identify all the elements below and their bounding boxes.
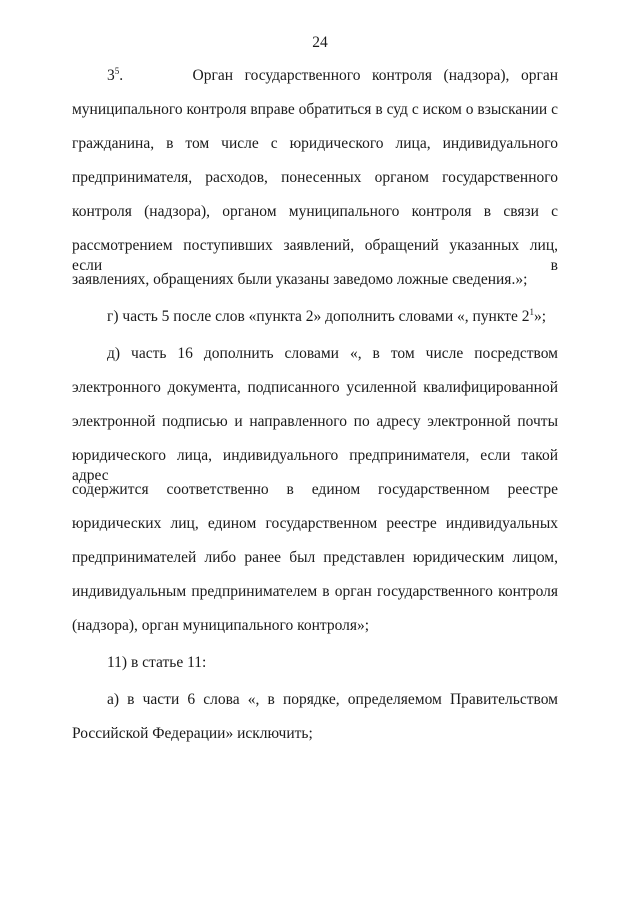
item-d-line-9: (надзора), орган муниципального контроля»; (72, 617, 370, 634)
paragraph-3-5-line-1 (107, 66, 558, 86)
paragraph-3-5-line-4: предпринимателя, расходов, понесенных органом государственного (72, 169, 558, 186)
item-11-line: 11) в статье 11: (107, 654, 207, 671)
paragraph-3-5-line-3: гражданина, в том числе с юридического лица, индивидуального (72, 135, 558, 152)
item-g-text-end: »; (533, 308, 547, 325)
item-d-line-2: электронного документа, подписанного усиленной квалифицированной (72, 379, 558, 396)
item-a-line-2: Российской Федерации» исключить; (72, 725, 313, 742)
paragraph-3-5-line-7: заявлениях, обращениях были указаны заведомо ложные сведения.»; (72, 271, 528, 288)
paragraph-text: Орган государственного контроля (надзора), орган (192, 67, 558, 84)
item-d-line-1: д) часть 16 дополнить словами «, в том числе посредством (107, 345, 558, 362)
item-d-line-5: содержится соответственно в едином государственном реестре (72, 481, 558, 498)
item-g-superscript: 1 (529, 306, 534, 317)
item-g-text: г) часть 5 после слов «пункта 2» дополнить словами «, пункте 2 (107, 308, 530, 325)
paragraph-number-superscript: 5 (114, 65, 120, 76)
item-d-line-8: индивидуальным предпринимателем в орган государственного контроля (72, 583, 558, 600)
item-d-line-3: электронной подписью и направленного по адресу электронной почты (72, 413, 558, 430)
paragraph-3-5-line-5: контроля (надзора), органом муниципального контроля в связи с (72, 203, 558, 220)
item-d-line-4: юридического лица, индивидуального предпринимателя, если такой адрес (72, 447, 558, 484)
item-a-line-1: а) в части 6 слова «, в порядке, определяемом Правительством (107, 691, 558, 708)
item-g-line (107, 307, 546, 327)
page-number: 24 (312, 34, 328, 51)
item-d-line-7: предпринимателей либо ранее был представлен юридическим лицом, (72, 549, 558, 566)
paragraph-3-5-line-6: рассмотрением поступивших заявлений, обращений указанных лиц, если в (72, 237, 558, 274)
item-d-line-6: юридических лиц, едином государственном реестре индивидуальных (72, 515, 558, 532)
paragraph-3-5-line-2: муниципального контроля вправе обратиться в суд с иском о взыскании с (72, 101, 558, 118)
paragraph-number: $3^5$. (107, 65, 124, 84)
